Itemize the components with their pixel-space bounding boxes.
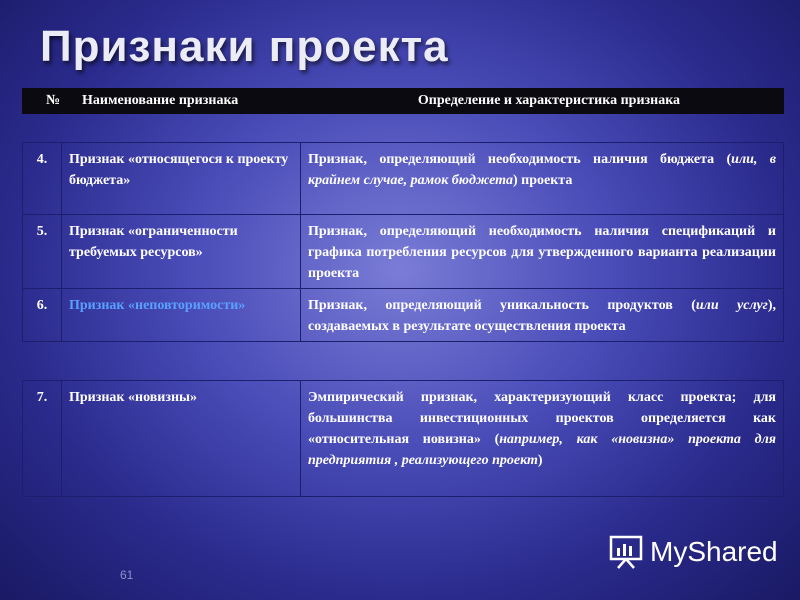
row-definition: Признак, определяющий необходимость наличия бюджета (или, в крайнем случае, рамок бюджета) проекта	[301, 143, 784, 215]
row-definition: Признак, определяющий необходимость наличия спецификаций и графика потребления ресурсов для утвержденного варианта реализации проекта	[301, 215, 784, 289]
features-table-upper	[22, 142, 784, 342]
page-number: 61	[120, 568, 134, 582]
watermark-text: MyShared	[650, 536, 778, 567]
header-col-definition: Определение и характеристика признака	[417, 93, 681, 108]
presentation-board-icon	[608, 534, 644, 570]
row-definition: Признак, определяющий уникальность продуктов (или услуг), создаваемых в результате осуществления проекта	[301, 289, 784, 342]
header-col-number: №	[45, 93, 61, 108]
table-row	[23, 289, 784, 342]
row-number: 7.	[23, 381, 62, 497]
row-name: Признак «неповторимости»	[62, 289, 301, 342]
row-name: Признак «новизны»	[62, 381, 301, 497]
header-col-name: Наименование признака	[82, 93, 239, 108]
watermark-logo	[608, 534, 778, 570]
row-name: Признак «относящегося к проекту бюджета»	[62, 143, 301, 215]
slide-title: Признаки проекта	[40, 22, 449, 71]
table-row	[23, 215, 784, 289]
table-header	[22, 88, 784, 114]
table-row	[23, 143, 784, 215]
row-number: 4.	[23, 143, 62, 215]
row-number: 5.	[23, 215, 62, 289]
row-name: Признак «ограниченности требуемых ресурсов»	[62, 215, 301, 289]
table-row	[23, 381, 784, 497]
row-number: 6.	[23, 289, 62, 342]
row-definition: Эмпирический признак, характеризующий класс проекта; для большинства инвестиционных проектов определяется как «относительная новизна» (например, как «новизна» проекта для предприятия , реализующего проект)	[301, 381, 784, 497]
features-table-lower	[22, 380, 784, 497]
